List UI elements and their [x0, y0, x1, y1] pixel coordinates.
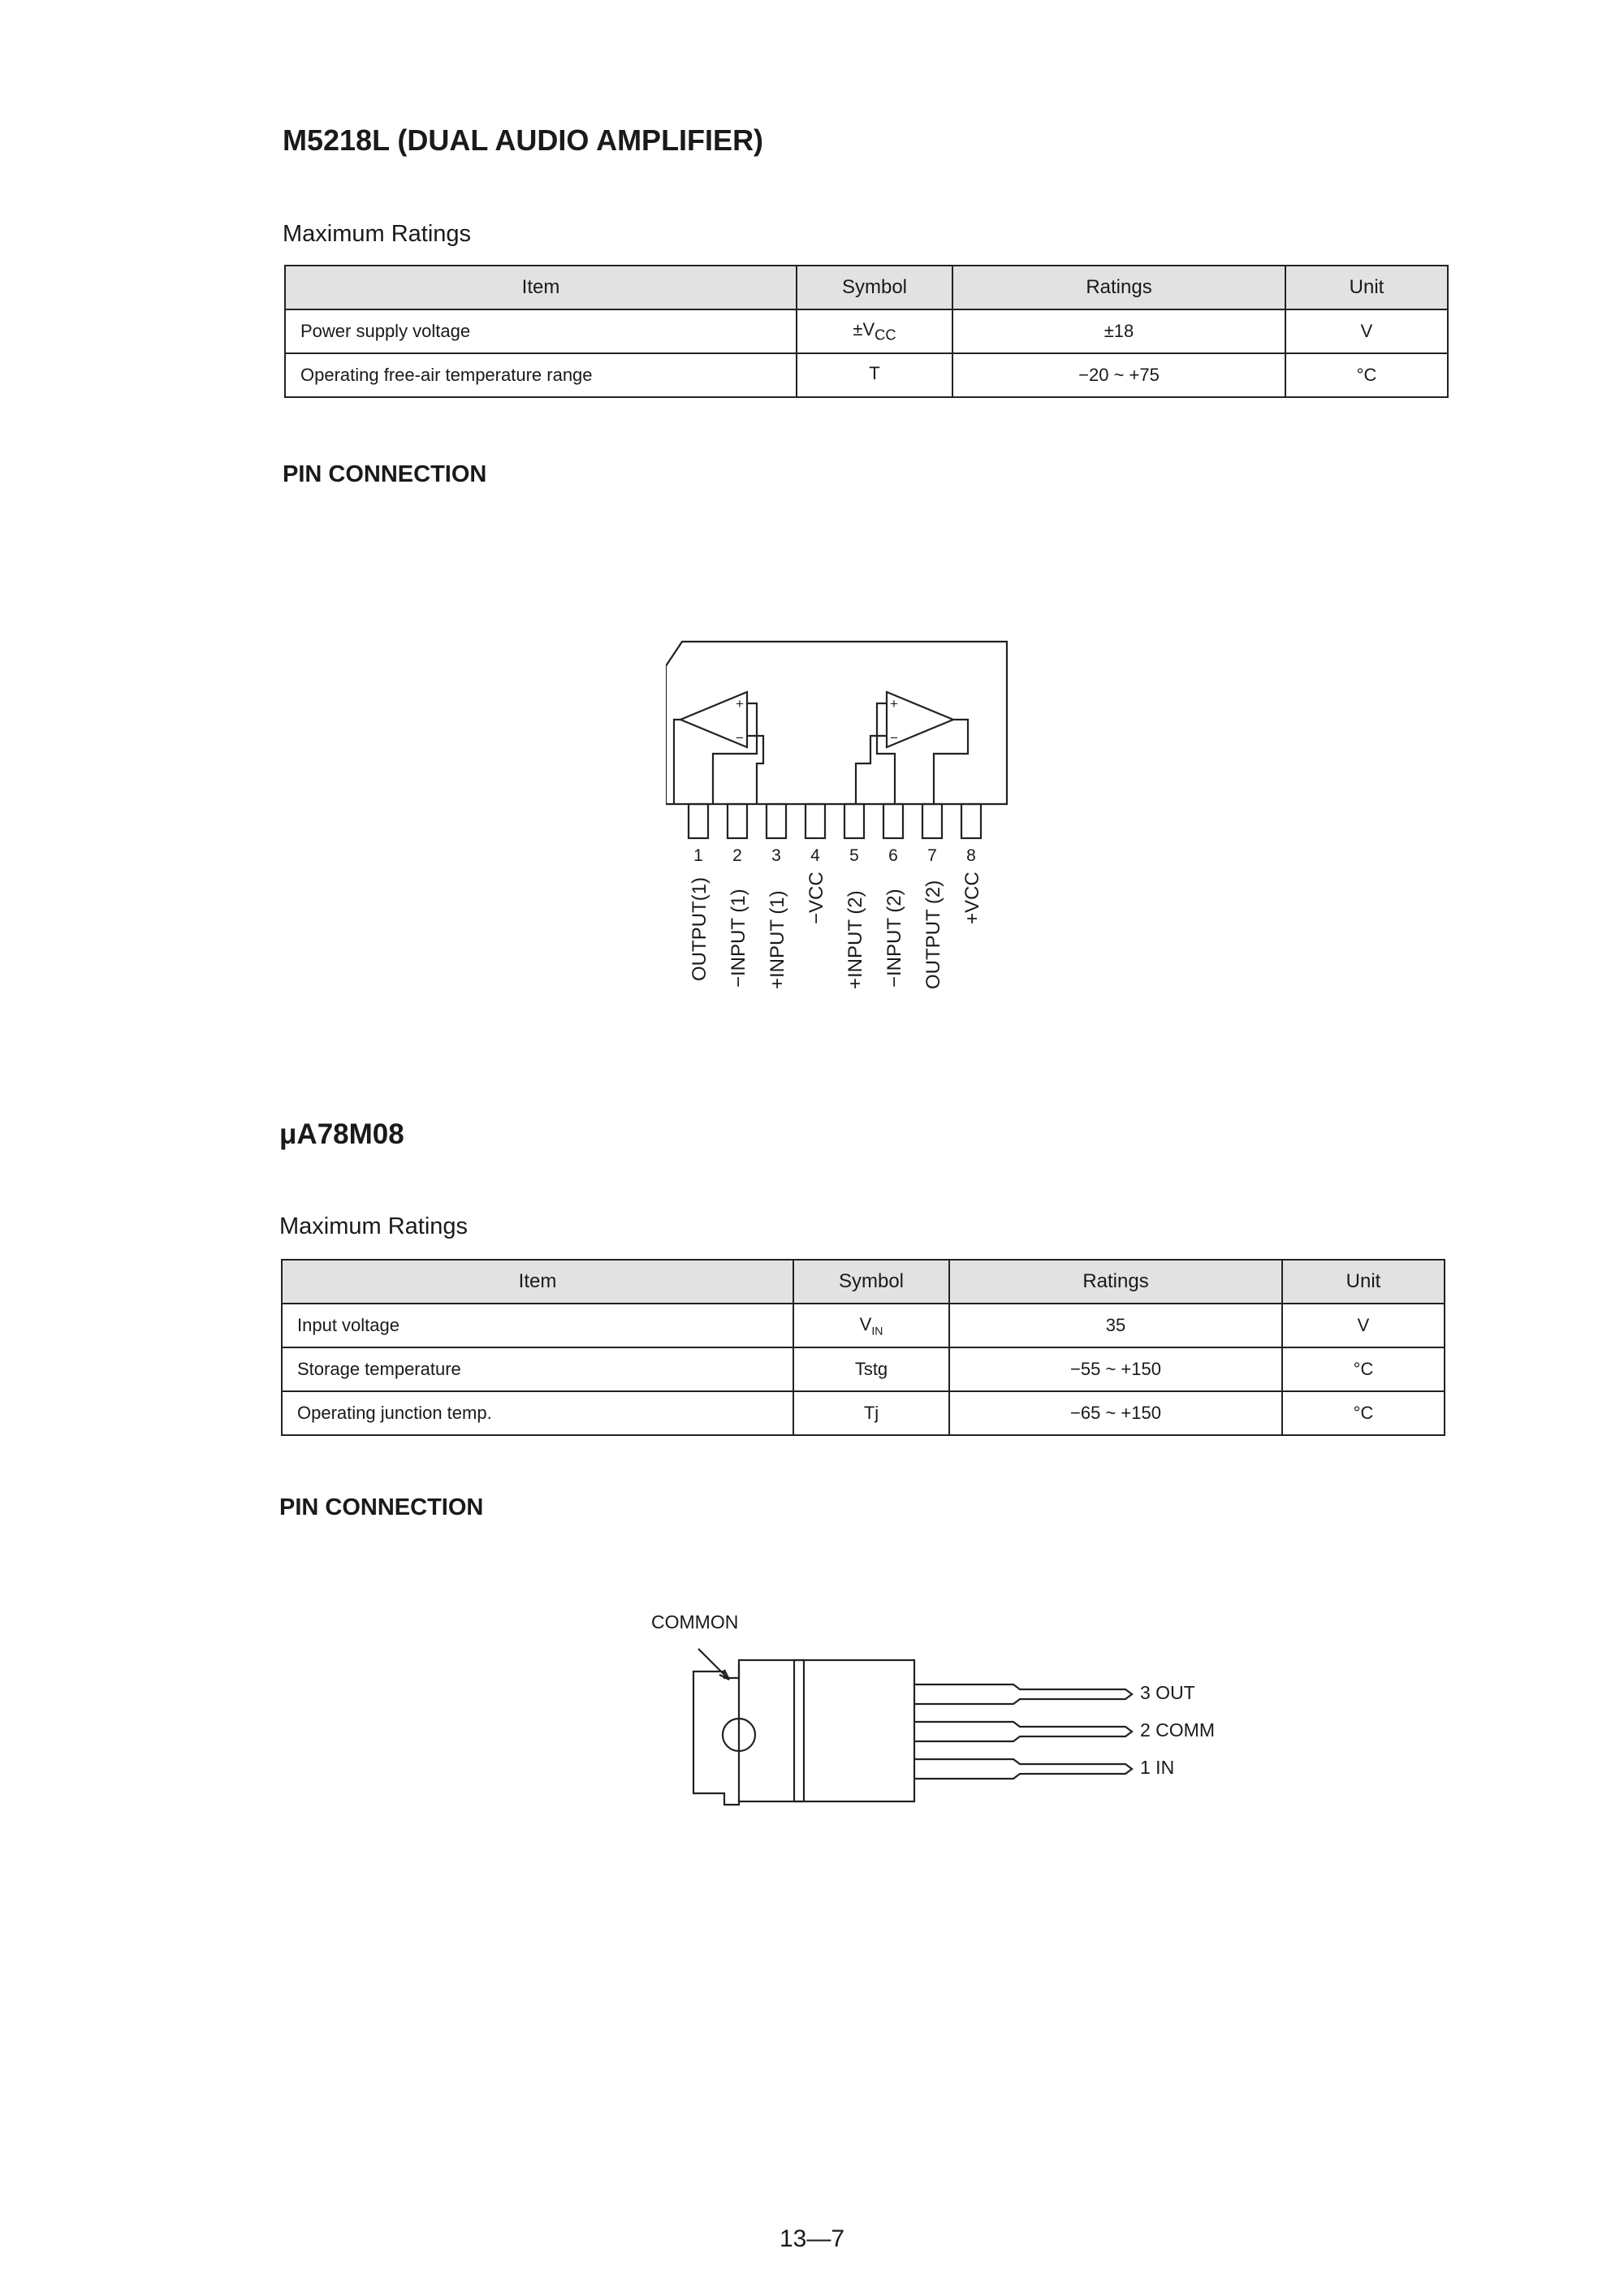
header-unit: Unit — [1285, 266, 1448, 309]
pin-label: OUTPUT(1) — [689, 877, 710, 981]
cell-symbol — [793, 1304, 949, 1347]
lead-3 — [914, 1684, 1132, 1704]
cell-unit: °C — [1282, 1347, 1445, 1391]
pin-number: 5 — [849, 846, 859, 865]
cell-item: Input voltage — [282, 1304, 793, 1347]
symbol-base: Tj — [863, 1403, 879, 1423]
symbol-base: Tstg — [854, 1359, 888, 1379]
header-item: Item — [282, 1260, 793, 1304]
symbol-base: T — [869, 362, 880, 383]
cell-unit: °C — [1282, 1391, 1445, 1435]
lead-2 — [914, 1722, 1132, 1741]
to220-package-diagram — [650, 1633, 1145, 1819]
amp1-plus-sign: + — [736, 696, 744, 711]
pin-label: −INPUT (2) — [883, 889, 905, 988]
cell-symbol — [793, 1391, 949, 1435]
cell-rating: −65 ~ +150 — [949, 1391, 1282, 1435]
header-symbol: Symbol — [797, 266, 952, 309]
common-label: COMMON — [651, 1611, 739, 1633]
cell-unit: V — [1285, 309, 1448, 353]
section1-ratings-heading: Maximum Ratings — [283, 221, 472, 247]
pin-label: +INPUT (2) — [844, 890, 866, 989]
amp2-output-trace — [934, 720, 968, 804]
section2-title: μA78M08 — [279, 1118, 404, 1150]
pin-label: +VCC — [961, 871, 983, 924]
pin-label: −VCC — [806, 871, 827, 924]
table-row — [282, 1304, 1445, 1347]
header-unit: Unit — [1282, 1260, 1445, 1304]
header-item: Item — [285, 266, 797, 309]
cell-rating: −55 ~ +150 — [949, 1347, 1282, 1391]
header-ratings: Ratings — [949, 1260, 1282, 1304]
symbol-sub: IN — [871, 1324, 883, 1338]
symbol-base: ±V — [853, 318, 875, 339]
page-number: 13—7 — [779, 2225, 845, 2252]
cell-rating: 35 — [949, 1304, 1282, 1347]
section2-ratings-heading: Maximum Ratings — [279, 1213, 469, 1239]
lead-label-in: 1 IN — [1140, 1757, 1175, 1778]
amp1-minus-trace — [713, 703, 757, 804]
amp1-plus-trace — [747, 736, 763, 804]
pin-number: 3 — [771, 846, 781, 865]
cell-symbol — [797, 309, 952, 353]
cell-item: Operating free-air temperature range — [285, 353, 797, 397]
pin-label: −INPUT (1) — [728, 889, 749, 988]
cell-symbol — [793, 1347, 949, 1391]
symbol-sub: CC — [875, 326, 896, 344]
cell-rating: ±18 — [952, 309, 1285, 353]
cell-unit: °C — [1285, 353, 1448, 397]
lead-label-out: 3 OUT — [1140, 1682, 1195, 1703]
section1-title: M5218L (DUAL AUDIO AMPLIFIER) — [283, 123, 764, 157]
section1-pin-heading: PIN CONNECTION — [283, 461, 487, 487]
table-row — [282, 1347, 1445, 1391]
cell-unit: V — [1282, 1304, 1445, 1347]
amp1-minus-sign: − — [736, 730, 744, 746]
package-body — [666, 642, 1007, 804]
table-row — [285, 309, 1448, 353]
cell-symbol — [797, 353, 952, 397]
cell-item: Power supply voltage — [285, 309, 797, 353]
table-row — [282, 1391, 1445, 1435]
heat-sink-tab — [693, 1665, 739, 1805]
header-ratings: Ratings — [952, 266, 1285, 309]
section1-ratings-table — [284, 265, 1449, 398]
m5218l-package-diagram — [666, 634, 1023, 869]
pin-leads — [689, 804, 981, 838]
package-body-right — [794, 1660, 914, 1801]
section2-ratings-table — [281, 1259, 1445, 1436]
pin-label: OUTPUT (2) — [922, 880, 944, 989]
pin-number: 8 — [966, 846, 976, 865]
symbol-base: V — [859, 1313, 872, 1334]
pin-number: 2 — [732, 846, 742, 865]
table-row — [285, 353, 1448, 397]
pin-number: 6 — [888, 846, 898, 865]
pin-label: +INPUT (1) — [767, 890, 788, 989]
header-symbol: Symbol — [793, 1260, 949, 1304]
table-header-row — [285, 266, 1448, 309]
cell-rating: −20 ~ +75 — [952, 353, 1285, 397]
lead-label-comm: 2 COMM — [1140, 1719, 1215, 1741]
section2-pin-heading: PIN CONNECTION — [279, 1494, 484, 1520]
cell-item: Storage temperature — [282, 1347, 793, 1391]
lead-1 — [914, 1759, 1132, 1779]
pin-number: 7 — [927, 846, 937, 865]
amp2-plus-trace — [856, 736, 887, 804]
pin-number: 4 — [810, 846, 820, 865]
amp1-output-trace — [674, 720, 680, 804]
amp2-minus-sign: − — [890, 730, 898, 746]
amp2-plus-sign: + — [890, 696, 898, 711]
table-header-row — [282, 1260, 1445, 1304]
pin-number: 1 — [693, 846, 703, 865]
cell-item: Operating junction temp. — [282, 1391, 793, 1435]
